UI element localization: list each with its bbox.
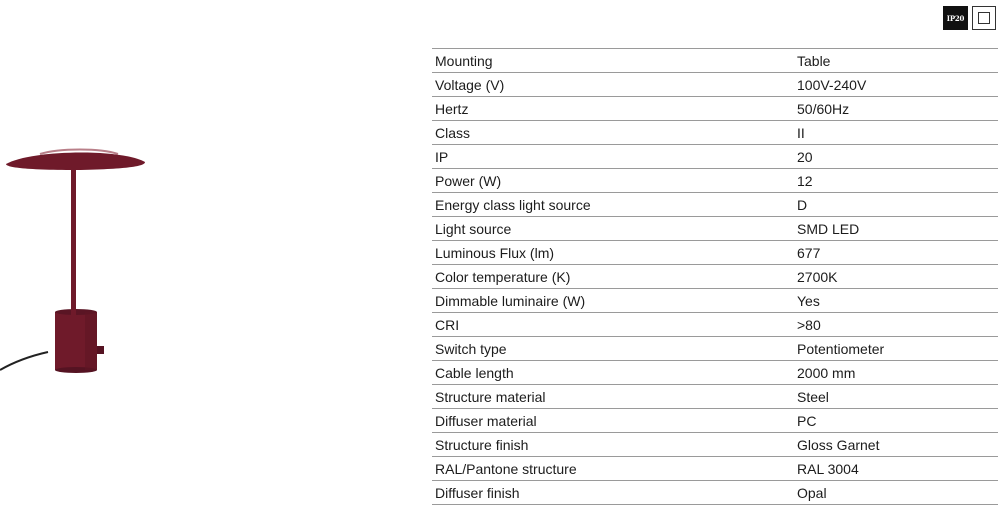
lamp-stem [71,170,76,315]
spec-row [432,193,998,217]
spec-row [432,169,998,193]
spec-value: Steel [797,388,829,405]
spec-label: Switch type [435,340,507,357]
spec-label: Light source [435,220,512,237]
spec-row [432,409,998,433]
spec-label: Voltage (V) [435,76,505,93]
spec-row [432,145,998,169]
spec-table [432,48,998,505]
spec-value: Yes [797,292,820,309]
spec-value: II [797,124,805,141]
spec-row [432,481,998,505]
spec-row [432,49,998,73]
lamp-image [0,140,160,380]
spec-label: Power (W) [435,172,502,189]
spec-row [432,337,998,361]
spec-row [432,385,998,409]
spec-label: Hertz [435,100,469,117]
spec-value: SMD LED [797,220,860,237]
spec-label: Diffuser material [435,412,537,429]
spec-row [432,313,998,337]
ip20-badge [943,6,968,30]
spec-label: Structure material [435,388,546,405]
dimmer-knob [97,346,104,354]
lamp-shade [6,152,145,170]
spec-label: Mounting [435,52,493,69]
spec-row [432,289,998,313]
spec-label: IP [435,148,449,165]
spec-row [432,97,998,121]
lamp-base-shade [85,312,97,370]
spec-value: PC [797,412,817,429]
spec-label: CRI [435,316,460,333]
spec-value: 50/60Hz [797,100,850,117]
spec-value: 2000 mm [797,364,856,381]
spec-row [432,121,998,145]
spec-label: RAL/Pantone structure [435,460,577,477]
spec-value: 100V-240V [797,76,867,93]
spec-row [432,265,998,289]
spec-label: Diffuser finish [435,484,520,501]
lamp-cable [0,352,48,370]
spec-value: 677 [797,244,821,261]
spec-value: Gloss Garnet [797,436,880,453]
spec-row [432,241,998,265]
spec-row [432,457,998,481]
spec-row [432,73,998,97]
spec-value: D [797,196,808,213]
class-ii-icon [972,6,996,30]
spec-row [432,361,998,385]
spec-label: Color temperature (K) [435,268,571,285]
certification-badges [943,6,996,30]
spec-label: Structure finish [435,436,529,453]
spec-label: Class [435,124,471,141]
spec-row [432,433,998,457]
spec-value: RAL 3004 [797,460,859,477]
spec-label: Energy class light source [435,196,591,213]
spec-value: >80 [797,316,821,333]
spec-value: Potentiometer [797,340,885,357]
spec-value: Table [797,52,831,69]
spec-value: 20 [797,148,813,165]
spec-value: 2700K [797,268,838,285]
spec-label: Dimmable luminaire (W) [435,292,586,309]
spec-label: Cable length [435,364,514,381]
spec-value: 12 [797,172,813,189]
ip20-badge-label: IP20 [946,13,965,23]
spec-label: Luminous Flux (lm) [435,244,555,261]
spec-row [432,217,998,241]
spec-value: Opal [797,484,827,501]
